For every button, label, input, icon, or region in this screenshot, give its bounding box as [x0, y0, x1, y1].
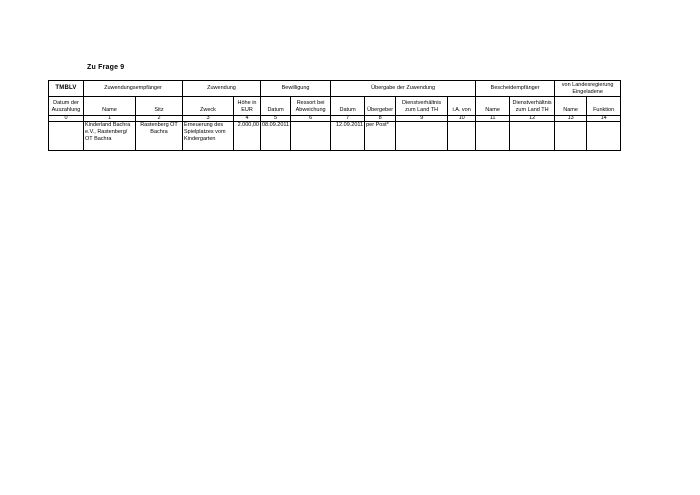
cell-datum-der-auszahlung: [49, 122, 84, 151]
col-number-5: 5: [261, 116, 291, 122]
zuwendungen-table: [48, 80, 621, 151]
col-number-14: 14: [587, 116, 621, 122]
cell-eingeladene-name: [555, 122, 587, 151]
col-number-3: 3: [183, 116, 234, 122]
col-number-0: 0: [49, 116, 84, 122]
page-title: Zu Frage 9: [87, 64, 125, 71]
cell-hoehe-in-eur: 2.000,00: [234, 122, 261, 151]
cell-zweck: Erneuerung des Spielplatzes vom Kindergarten: [183, 122, 234, 151]
col-header-hoehe-in-eur: Höhe in EUR: [234, 97, 261, 116]
group-zuwendungsempfaenger: Zuwendungsempfänger: [84, 81, 183, 97]
col-header-funktion: Funktion: [587, 97, 621, 116]
group-uebergabe-der-zuwendung: Übergabe der Zuwendung: [331, 81, 476, 97]
col-header-sitz: Sitz: [136, 97, 183, 116]
group-bescheidempfaenger: Bescheidempfänger: [476, 81, 555, 97]
col-header-zweck: Zweck: [183, 97, 234, 116]
col-number-1: 1: [84, 116, 136, 122]
col-number-11: 11: [476, 116, 510, 122]
cell-ia-von: [448, 122, 476, 151]
group-von-landesregierung-eingeladene: von Landesregierung Eingeladene: [555, 81, 621, 97]
col-header-uebergeber: Übergeber: [365, 97, 396, 116]
col-number-12: 12: [510, 116, 555, 122]
col-number-8: 8: [365, 116, 396, 122]
cell-bescheid-dienstverhaeltnis: [510, 122, 555, 151]
col-header-dienstverhaeltnis-12: Dienstverhältnis zum Land TH: [510, 97, 555, 116]
table-row: [49, 122, 621, 151]
cell-uebergabe-datum: 12.09.2011: [331, 122, 365, 151]
col-header-name: Name: [84, 97, 136, 116]
col-number-7: 7: [331, 116, 365, 122]
cell-dienstverhaeltnis-9: [396, 122, 448, 151]
cell-ressort-bei-abweichung: [291, 122, 331, 151]
col-number-6: 6: [291, 116, 331, 122]
cell-name: Kinderland Bachra e.V., Rastenberg/ OT Bachra: [84, 122, 136, 151]
col-number-2: 2: [136, 116, 183, 122]
group-header-row: [49, 81, 621, 97]
col-number-4: 4: [234, 116, 261, 122]
group-zuwendung: Zuwendung: [183, 81, 261, 97]
col-header-ressort-bei-abweichung: Ressort bei Abweichung: [291, 97, 331, 116]
col-header-datum-der-auszahlung: Datum der Auszahlung: [49, 97, 84, 116]
cell-bescheid-name: [476, 122, 510, 151]
cell-bewilligung-datum: 08.09.2011: [261, 122, 291, 151]
col-header-dienstverhaeltnis-9: Dienstverhältnis zum Land TH: [396, 97, 448, 116]
col-header-eingeladene-name: Name: [555, 97, 587, 116]
table-corner-tmblv: TMBLV: [49, 81, 84, 97]
group-bewilligung: Bewilligung: [261, 81, 331, 97]
col-number-9: 9: [396, 116, 448, 122]
cell-uebergeber: per Post*: [365, 122, 396, 151]
col-number-13: 13: [555, 116, 587, 122]
col-number-10: 10: [448, 116, 476, 122]
col-header-bescheid-name: Name: [476, 97, 510, 116]
cell-eingeladene-funktion: [587, 122, 621, 151]
cell-sitz: Rastenberg OT Bachra: [136, 122, 183, 151]
column-header-row: [49, 97, 621, 116]
col-header-ia-von: i.A. von: [448, 97, 476, 116]
col-header-bewilligung-datum: Datum: [261, 97, 291, 116]
col-header-uebergabe-datum: Datum: [331, 97, 365, 116]
